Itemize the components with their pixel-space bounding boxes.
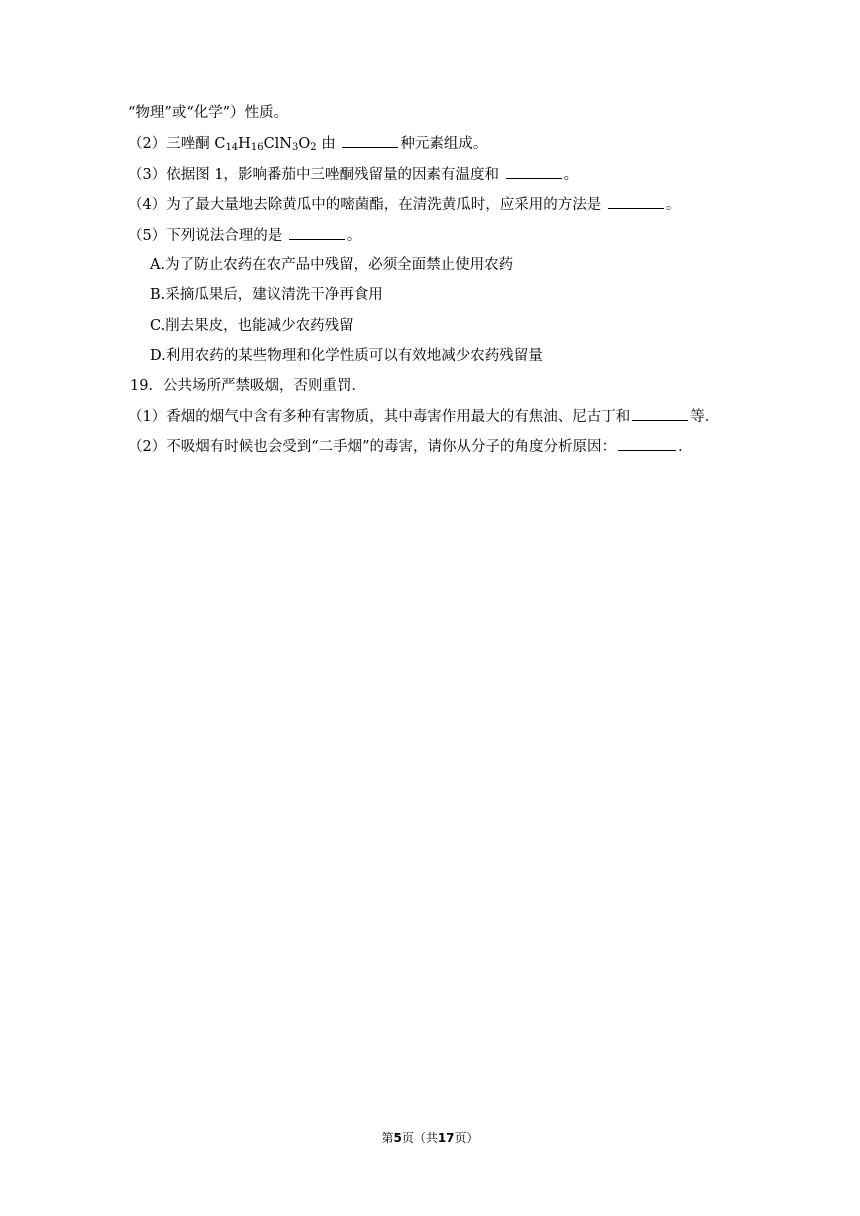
q18-part4: （4）为了最大量地去除黄瓜中的嘧菌酯，在清洗黄瓜时，应采用的方法是 。 <box>128 194 680 215</box>
answer-blank <box>608 194 664 209</box>
answer-blank <box>342 133 398 148</box>
answer-blank <box>506 164 562 179</box>
answer-blank <box>618 436 676 451</box>
q18-option-b: B.采摘瓜果后，建议清洗干净再食用 <box>150 287 383 303</box>
q18-option-d: D.利用农药的某些物理和化学性质可以有效地减少农药残留量 <box>150 348 543 364</box>
page-number: 5 <box>393 1131 402 1145</box>
q19-stem: 19．公共场所严禁吸烟，否则重罚． <box>130 378 366 394</box>
total-pages: 17 <box>437 1131 455 1145</box>
q18-part3: （3）依据图 1，影响番茄中三唑酮残留量的因素有温度和 。 <box>128 164 578 185</box>
q19-part2: （2）不吸烟有时候也会受到“二手烟”的毒害，请你从分子的角度分析原因： ． <box>128 436 693 457</box>
q18-part5: （5）下列说法合理的是 。 <box>128 225 361 246</box>
q19-part1: （1）香烟的烟气中含有多种有害物质，其中毒害作用最大的有焦油、尼古丁和 等． <box>128 406 719 427</box>
q18-continuation: “物理”或“化学”）性质。 <box>128 105 289 121</box>
q18-option-c: C.削去果皮，也能减少农药残留 <box>150 318 354 334</box>
answer-blank <box>289 225 345 240</box>
answer-blank <box>632 406 688 421</box>
q18-part2: （2）三唑酮 $C_{14}H_{16}ClN_3O_2$ 由 种元素组成。 <box>128 133 487 154</box>
q18-option-a: A.为了防止农药在农产品中残留，必须全面禁止使用农药 <box>150 257 514 273</box>
page-footer: 第5页（共17页） <box>381 1131 479 1145</box>
